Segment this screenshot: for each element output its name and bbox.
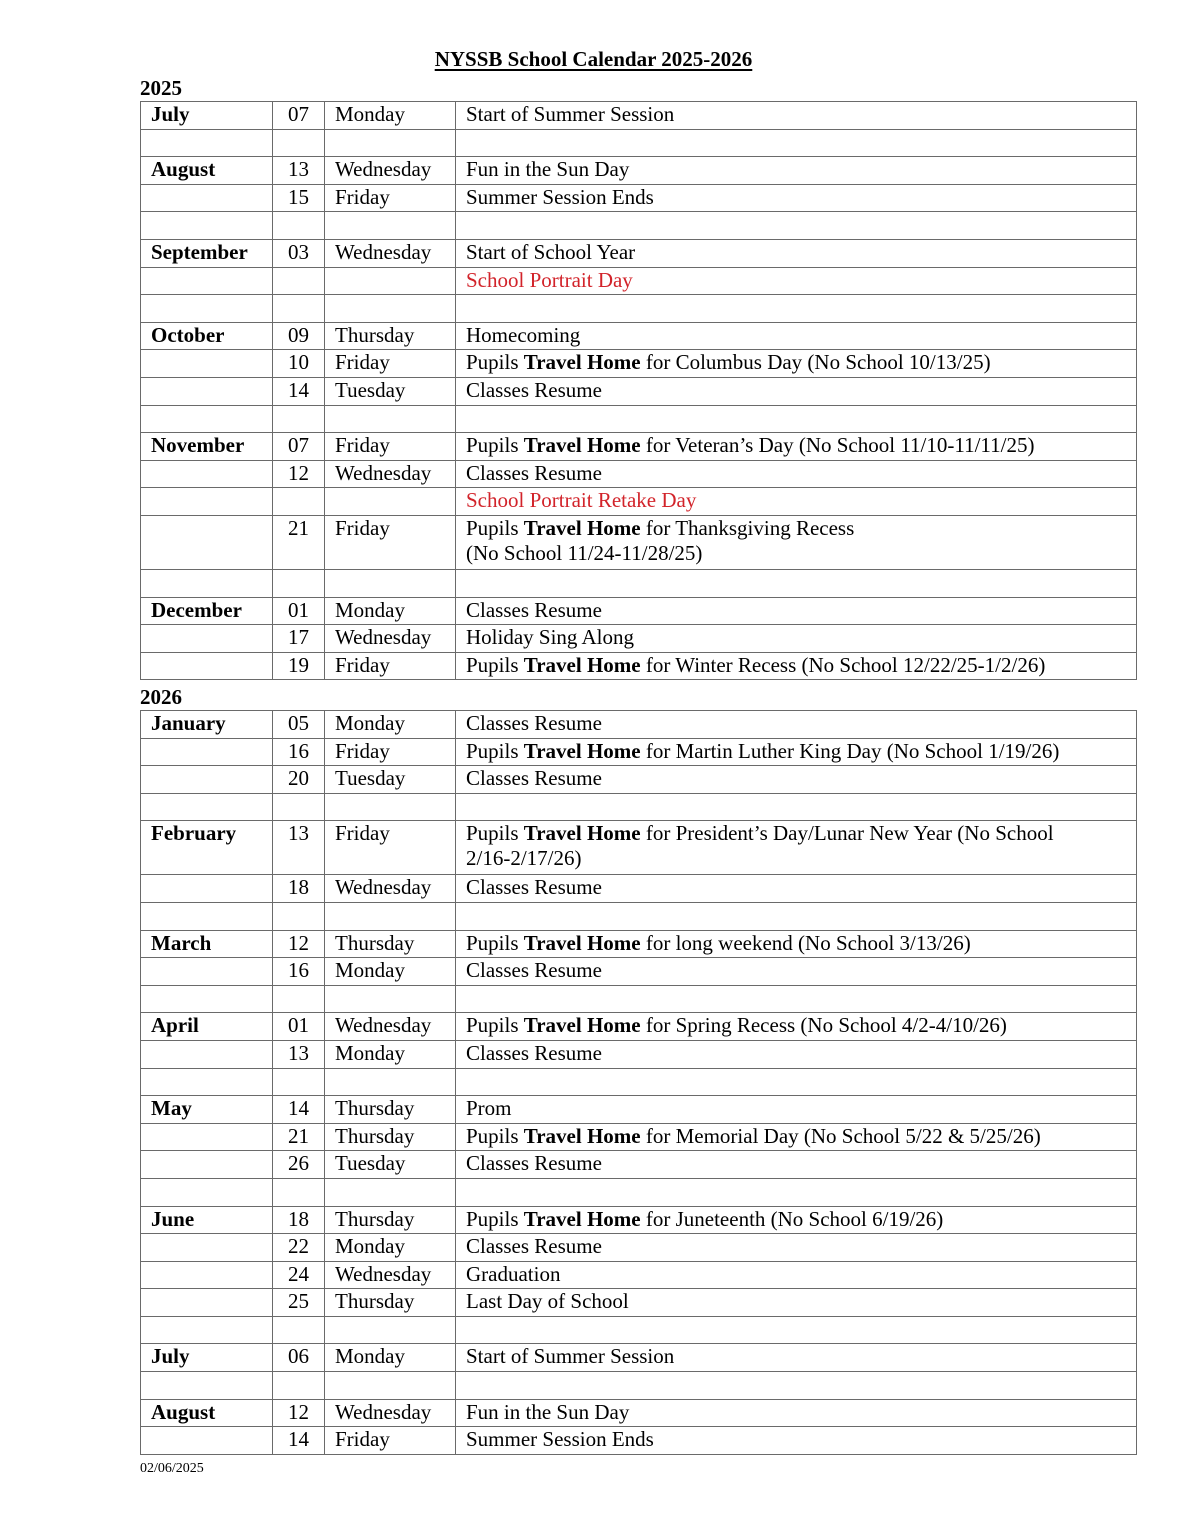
weekday-cell: Wednesday	[325, 1261, 456, 1289]
month-cell	[141, 1427, 273, 1455]
day-number-cell: 09	[273, 322, 325, 350]
day-number-cell: 16	[273, 738, 325, 766]
event-text: Pupils	[466, 1206, 524, 1231]
calendar-row	[141, 1013, 1137, 1041]
calendar-row	[141, 1399, 1137, 1427]
month-cell: January	[141, 711, 273, 739]
weekday-cell: Thursday	[325, 1206, 456, 1234]
day-number-cell: 13	[273, 1040, 325, 1068]
spacer-row	[141, 129, 1137, 157]
highlighted-event-cell: School Portrait Day	[456, 267, 1137, 295]
day-number-cell: 19	[273, 652, 325, 680]
month-cell: December	[141, 597, 273, 625]
day-number-cell	[273, 405, 325, 433]
spacer-row	[141, 1372, 1137, 1400]
month-cell: April	[141, 1013, 273, 1041]
day-number-cell	[273, 1178, 325, 1206]
weekday-cell: Friday	[325, 821, 456, 875]
event-cell: Prom	[456, 1096, 1137, 1124]
weekday-cell: Monday	[325, 102, 456, 130]
weekday-cell: Tuesday	[325, 1151, 456, 1179]
day-number-cell	[273, 212, 325, 240]
month-cell	[141, 129, 273, 157]
event-text: for Winter Recess (No School 12/22/25-1/2/26)	[640, 652, 1046, 677]
weekday-cell: Thursday	[325, 1289, 456, 1317]
month-cell	[141, 625, 273, 653]
event-cell	[456, 1068, 1137, 1096]
month-cell: February	[141, 821, 273, 875]
month-cell	[141, 1040, 273, 1068]
spacer-row	[141, 1316, 1137, 1344]
event-emphasis: Travel Home	[523, 1123, 641, 1148]
day-number-cell: 06	[273, 1344, 325, 1372]
day-number-cell	[273, 295, 325, 323]
calendar-row	[141, 1344, 1137, 1372]
day-number-cell	[273, 129, 325, 157]
month-cell: November	[141, 433, 273, 461]
event-emphasis: Travel Home	[523, 1206, 641, 1231]
calendar-row	[141, 652, 1137, 680]
day-number-cell: 14	[273, 1096, 325, 1124]
month-cell	[141, 405, 273, 433]
weekday-cell: Friday	[325, 184, 456, 212]
weekday-cell: Friday	[325, 515, 456, 569]
event-cell: Start of School Year	[456, 239, 1137, 267]
weekday-cell	[325, 1068, 456, 1096]
month-cell: July	[141, 102, 273, 130]
event-cell: Homecoming	[456, 322, 1137, 350]
event-text: for Columbus Day (No School 10/13/25)	[640, 350, 991, 375]
day-number-cell: 14	[273, 377, 325, 405]
day-number-cell: 21	[273, 1123, 325, 1151]
weekday-cell: Thursday	[325, 930, 456, 958]
event-text: for Memorial Day (No School 5/22 & 5/25/26)	[640, 1123, 1041, 1148]
event-cell: Classes Resume	[456, 1234, 1137, 1262]
event-cell: Summer Session Ends	[456, 184, 1137, 212]
month-cell: June	[141, 1206, 273, 1234]
month-cell: July	[141, 1344, 273, 1372]
month-cell: August	[141, 1399, 273, 1427]
weekday-cell	[325, 569, 456, 597]
weekday-cell	[325, 405, 456, 433]
month-cell	[141, 985, 273, 1013]
month-cell	[141, 515, 273, 569]
event-cell	[456, 405, 1137, 433]
month-cell	[141, 1316, 273, 1344]
highlighted-event-cell: School Portrait Retake Day	[456, 488, 1137, 516]
spacer-row	[141, 1068, 1137, 1096]
event-cell: Holiday Sing Along	[456, 625, 1137, 653]
event-emphasis: Travel Home	[523, 821, 641, 846]
event-cell	[456, 738, 1137, 766]
spacer-row	[141, 569, 1137, 597]
weekday-cell: Wednesday	[325, 157, 456, 185]
weekday-cell: Friday	[325, 652, 456, 680]
event-cell	[456, 1013, 1137, 1041]
event-text: Pupils	[466, 738, 524, 763]
event-emphasis: Travel Home	[523, 433, 641, 458]
event-emphasis: Travel Home	[523, 350, 641, 375]
event-text: for Veteran’s Day (No School 11/10-11/11/25)	[640, 433, 1035, 458]
weekday-cell: Friday	[325, 433, 456, 461]
month-cell: August	[141, 157, 273, 185]
weekday-cell	[325, 295, 456, 323]
weekday-cell: Monday	[325, 958, 456, 986]
weekday-cell: Friday	[325, 350, 456, 378]
page-title: NYSSB School Calendar 2025-2026	[434, 47, 753, 71]
calendar-row	[141, 102, 1137, 130]
calendar-row	[141, 1206, 1137, 1234]
event-cell: Classes Resume	[456, 377, 1137, 405]
month-cell	[141, 1372, 273, 1400]
event-cell	[456, 652, 1137, 680]
event-emphasis: Travel Home	[523, 1013, 641, 1038]
month-cell	[141, 875, 273, 903]
event-cell	[456, 515, 1137, 569]
calendar-row	[141, 711, 1137, 739]
day-number-cell: 12	[273, 460, 325, 488]
calendar-row	[141, 239, 1137, 267]
calendar-table-2026	[140, 710, 1137, 1455]
event-cell	[456, 129, 1137, 157]
weekday-cell	[325, 1372, 456, 1400]
event-text: for long weekend (No School 3/13/26)	[640, 930, 971, 955]
event-cell: Start of Summer Session	[456, 1344, 1137, 1372]
event-text: Pupils	[466, 652, 524, 677]
day-number-cell: 20	[273, 766, 325, 794]
calendar-row	[141, 1427, 1137, 1455]
event-cell: Classes Resume	[456, 875, 1137, 903]
day-number-cell: 05	[273, 711, 325, 739]
day-number-cell	[273, 1372, 325, 1400]
day-number-cell	[273, 488, 325, 516]
calendar-row	[141, 184, 1137, 212]
calendar-row	[141, 377, 1137, 405]
weekday-cell	[325, 985, 456, 1013]
day-number-cell	[273, 985, 325, 1013]
weekday-cell	[325, 267, 456, 295]
event-text: Pupils	[466, 433, 524, 458]
spacer-row	[141, 212, 1137, 240]
calendar-row	[141, 488, 1137, 516]
weekday-cell: Monday	[325, 1344, 456, 1372]
spacer-row	[141, 985, 1137, 1013]
event-cell: Fun in the Sun Day	[456, 1399, 1137, 1427]
year-heading-2025: 2025	[140, 76, 182, 100]
spacer-row	[141, 295, 1137, 323]
event-cell: Start of Summer Session	[456, 102, 1137, 130]
day-number-cell	[273, 569, 325, 597]
month-cell: October	[141, 322, 273, 350]
calendar-table-2025	[140, 101, 1137, 680]
event-emphasis: Travel Home	[523, 652, 641, 677]
month-cell	[141, 1261, 273, 1289]
event-text-continued: 2/16-2/17/26)	[466, 846, 582, 871]
weekday-cell: Friday	[325, 1427, 456, 1455]
month-cell	[141, 295, 273, 323]
day-number-cell: 26	[273, 1151, 325, 1179]
revision-date: 02/06/2025	[140, 1461, 204, 1476]
event-cell: Graduation	[456, 1261, 1137, 1289]
event-text: for Martin Luther King Day (No School 1/19/26)	[640, 738, 1060, 763]
day-number-cell: 15	[273, 184, 325, 212]
month-cell	[141, 738, 273, 766]
calendar-row	[141, 322, 1137, 350]
event-cell: Classes Resume	[456, 1040, 1137, 1068]
event-cell: Classes Resume	[456, 460, 1137, 488]
spacer-row	[141, 1178, 1137, 1206]
event-cell	[456, 433, 1137, 461]
day-number-cell	[273, 902, 325, 930]
calendar-row	[141, 766, 1137, 794]
event-emphasis: Travel Home	[523, 515, 641, 540]
event-cell: Fun in the Sun Day	[456, 157, 1137, 185]
event-text: Pupils	[466, 1123, 524, 1148]
year-heading-2026: 2026	[140, 685, 182, 709]
event-text: for Juneteenth (No School 6/19/26)	[640, 1206, 944, 1231]
event-cell: Summer Session Ends	[456, 1427, 1137, 1455]
event-cell	[456, 821, 1137, 875]
day-number-cell: 13	[273, 821, 325, 875]
event-cell: Classes Resume	[456, 958, 1137, 986]
weekday-cell	[325, 793, 456, 821]
day-number-cell: 18	[273, 1206, 325, 1234]
weekday-cell: Monday	[325, 597, 456, 625]
calendar-row	[141, 1096, 1137, 1124]
day-number-cell: 18	[273, 875, 325, 903]
calendar-row	[141, 1261, 1137, 1289]
weekday-cell: Monday	[325, 1040, 456, 1068]
month-cell	[141, 212, 273, 240]
weekday-cell: Friday	[325, 738, 456, 766]
weekday-cell: Thursday	[325, 1096, 456, 1124]
day-number-cell	[273, 1068, 325, 1096]
calendar-row	[141, 515, 1137, 569]
month-cell	[141, 1178, 273, 1206]
event-cell	[456, 985, 1137, 1013]
event-text: for Spring Recess (No School 4/2-4/10/26)	[640, 1013, 1007, 1038]
calendar-row	[141, 1234, 1137, 1262]
day-number-cell: 10	[273, 350, 325, 378]
month-cell	[141, 569, 273, 597]
month-cell	[141, 1068, 273, 1096]
month-cell: September	[141, 239, 273, 267]
month-cell	[141, 958, 273, 986]
weekday-cell: Thursday	[325, 1123, 456, 1151]
event-text: Pupils	[466, 930, 524, 955]
month-cell	[141, 902, 273, 930]
weekday-cell	[325, 488, 456, 516]
event-cell	[456, 1123, 1137, 1151]
calendar-row	[141, 1040, 1137, 1068]
day-number-cell: 03	[273, 239, 325, 267]
day-number-cell: 22	[273, 1234, 325, 1262]
day-number-cell	[273, 793, 325, 821]
month-cell: March	[141, 930, 273, 958]
day-number-cell: 07	[273, 102, 325, 130]
event-text: Pupils	[466, 515, 524, 540]
weekday-cell: Wednesday	[325, 239, 456, 267]
weekday-cell	[325, 1178, 456, 1206]
event-cell	[456, 793, 1137, 821]
calendar-row	[141, 157, 1137, 185]
weekday-cell: Tuesday	[325, 766, 456, 794]
weekday-cell	[325, 212, 456, 240]
calendar-row	[141, 625, 1137, 653]
month-cell	[141, 184, 273, 212]
month-cell	[141, 1289, 273, 1317]
day-number-cell: 21	[273, 515, 325, 569]
event-text: Pupils	[466, 350, 524, 375]
calendar-row	[141, 350, 1137, 378]
event-cell	[456, 569, 1137, 597]
month-cell	[141, 460, 273, 488]
weekday-cell	[325, 1316, 456, 1344]
event-emphasis: Travel Home	[523, 930, 641, 955]
month-cell	[141, 1234, 273, 1262]
spacer-row	[141, 405, 1137, 433]
calendar-row	[141, 433, 1137, 461]
weekday-cell: Wednesday	[325, 1013, 456, 1041]
event-text-continued: (No School 11/24-11/28/25)	[466, 540, 703, 565]
day-number-cell: 16	[273, 958, 325, 986]
event-cell	[456, 1206, 1137, 1234]
calendar-row	[141, 460, 1137, 488]
calendar-row	[141, 1123, 1137, 1151]
event-cell: Last Day of School	[456, 1289, 1137, 1317]
day-number-cell: 24	[273, 1261, 325, 1289]
event-text: for Thanksgiving Recess	[640, 515, 855, 540]
weekday-cell: Wednesday	[325, 625, 456, 653]
weekday-cell	[325, 902, 456, 930]
month-cell	[141, 267, 273, 295]
calendar-row	[141, 821, 1137, 875]
spacer-row	[141, 902, 1137, 930]
day-number-cell	[273, 267, 325, 295]
event-text: for President’s Day/Lunar New Year (No School	[640, 821, 1054, 846]
event-cell	[456, 1372, 1137, 1400]
event-cell: Classes Resume	[456, 597, 1137, 625]
day-number-cell: 13	[273, 157, 325, 185]
month-cell: May	[141, 1096, 273, 1124]
weekday-cell: Monday	[325, 1234, 456, 1262]
weekday-cell: Monday	[325, 711, 456, 739]
day-number-cell: 12	[273, 930, 325, 958]
month-cell	[141, 652, 273, 680]
event-text: Pupils	[466, 1013, 524, 1038]
event-cell: Classes Resume	[456, 711, 1137, 739]
day-number-cell: 14	[273, 1427, 325, 1455]
event-cell	[456, 1316, 1137, 1344]
weekday-cell: Wednesday	[325, 460, 456, 488]
day-number-cell: 01	[273, 1013, 325, 1041]
weekday-cell: Wednesday	[325, 875, 456, 903]
event-cell	[456, 212, 1137, 240]
weekday-cell	[325, 129, 456, 157]
month-cell	[141, 350, 273, 378]
event-cell	[456, 350, 1137, 378]
calendar-row	[141, 875, 1137, 903]
event-cell	[456, 295, 1137, 323]
event-emphasis: Travel Home	[523, 738, 641, 763]
day-number-cell: 17	[273, 625, 325, 653]
month-cell	[141, 766, 273, 794]
weekday-cell: Tuesday	[325, 377, 456, 405]
month-cell	[141, 488, 273, 516]
weekday-cell: Thursday	[325, 322, 456, 350]
event-cell	[456, 902, 1137, 930]
calendar-row	[141, 597, 1137, 625]
event-text: Pupils	[466, 821, 524, 846]
day-number-cell: 25	[273, 1289, 325, 1317]
day-number-cell: 12	[273, 1399, 325, 1427]
month-cell	[141, 377, 273, 405]
event-cell	[456, 930, 1137, 958]
event-cell: Classes Resume	[456, 766, 1137, 794]
event-cell: Classes Resume	[456, 1151, 1137, 1179]
event-cell	[456, 1178, 1137, 1206]
month-cell	[141, 1151, 273, 1179]
calendar-row	[141, 267, 1137, 295]
month-cell	[141, 1123, 273, 1151]
calendar-row	[141, 930, 1137, 958]
weekday-cell: Wednesday	[325, 1399, 456, 1427]
calendar-row	[141, 738, 1137, 766]
spacer-row	[141, 793, 1137, 821]
day-number-cell: 01	[273, 597, 325, 625]
calendar-row	[141, 958, 1137, 986]
day-number-cell: 07	[273, 433, 325, 461]
calendar-row	[141, 1289, 1137, 1317]
month-cell	[141, 793, 273, 821]
calendar-row	[141, 1151, 1137, 1179]
day-number-cell	[273, 1316, 325, 1344]
